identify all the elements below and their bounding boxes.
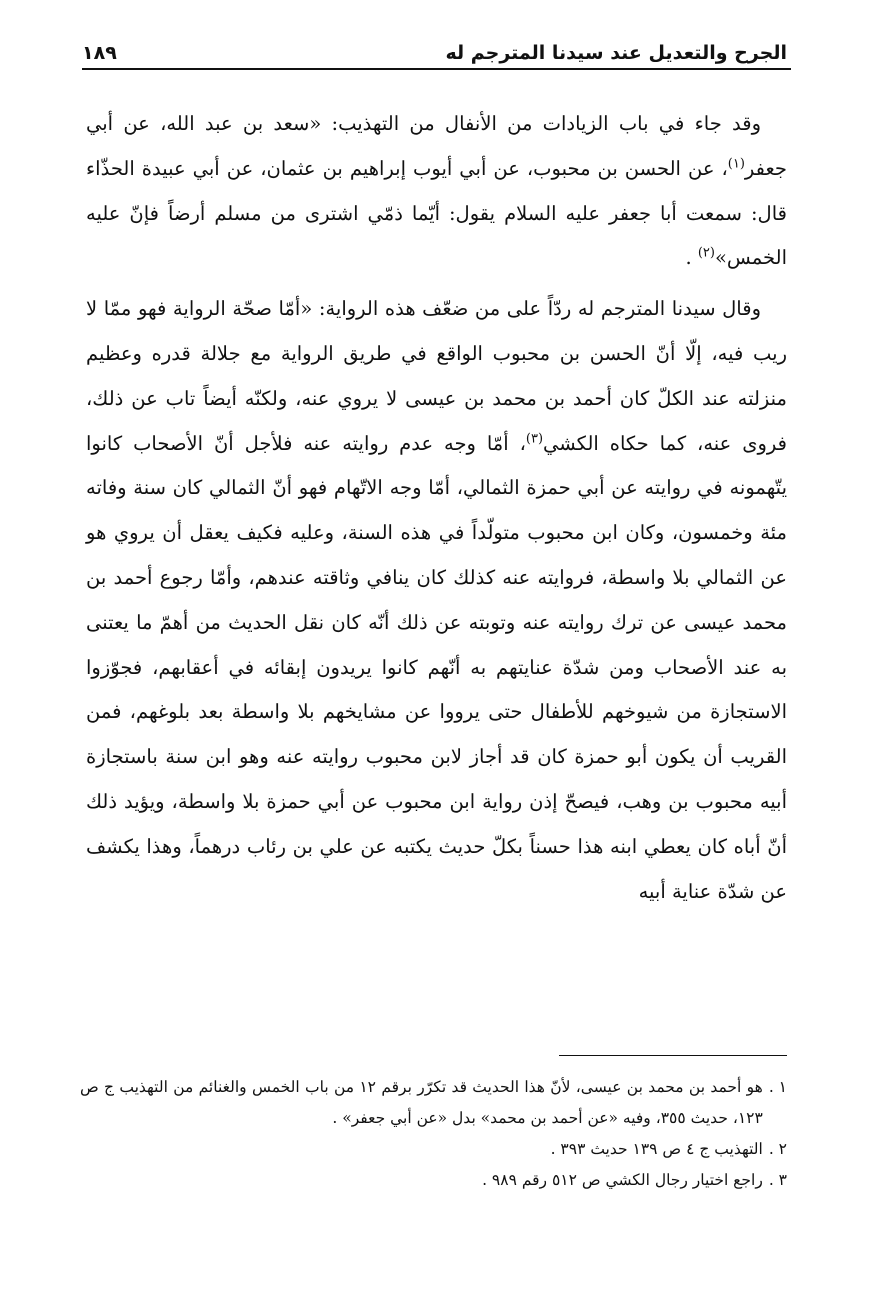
page-number: ١٨٩ (82, 42, 117, 64)
footnote-reference: (٣) (525, 431, 544, 447)
footnote-text: هو أحمد بن محمد بن عيسى، لأنّ هذا الحديث قد تكرّر برقم ١٢ من باب الخمس والغنائم من التهذيب ج ص ١٢٣، حديث ٣٥٥، وفيه «عن أحمد بن محمد» بدل «عن أبي جعفر» . (80, 1078, 763, 1127)
footnote (80, 1165, 787, 1196)
footnote-text: راجع اختيار رجال الكشي ص ٥١٢ رقم ٩٨٩ . (482, 1171, 763, 1189)
footnote-separator (559, 1055, 787, 1056)
paragraph-text: وقد جاء في باب الزيادات من الأنفال من التهذيب: «سعد بن عبد الله، عن أبي جعفر (86, 112, 787, 180)
main-text (86, 102, 787, 914)
paragraph-text: ، أمّا وجه عدم روايته عنه فلأجل أنّ الأصحاب كانوا يتّهمونه في روايته عن أبي حمزة الثمالي، أمّا وجه الاتّهام فهو أنّ الثمالي كان سنة وفاته مئة وخمسون، وكان ابن محبوب متولّداً في هذه السنة، وعليه فكيف يعقل أن يروي هو عن الثمالي بلا واسطة، فروايته عنه كذلك كان ينافي وثاقته عندهم، وأمّا رجوع أحمد بن محمد عيسى عن ترك روايته عنه وتوبته عن ذلك أنّه كان نقل الحديث من أهمّ ما يعتنى به عند الأصحاب ومن شدّة عنايتهم به أنّهم كانوا يريدون إبقائه في أعقابهم، فجوّزوا الاستجازة من شيوخهم للأطفال حتى يرووا عن مشايخهم بلا واسطة بعد بلوغهم، فمن القريب أن يكون أبو حمزة كان قد أجاز لابن محبوب روايته عنه وهو ابن سنة باستجازة أبيه محبوب بن وهب، فيصحّ إذن رواية ابن محبوب عن أبي حمزة بلا واسطة، ويؤيد ذلك أنّ أباه كان يعطي ابنه هذا حسناً بكلّ حديث يكتبه عن علي بن رئاب درهماً، وهذا يكشف عن شدّة عناية أبيه (86, 431, 787, 903)
footnote (80, 1134, 787, 1165)
running-head (82, 34, 787, 64)
footnote-reference: (١) (727, 156, 745, 172)
paragraph-text: وقال سيدنا المترجم له ردّاً على من ضعّف هذه الرواية: «أمّا صحّة الرواية فهو ممّا لا ريب فيه، إلّا أنّ الحسن بن محبوب الواقع في طريق الرواية مع جلالة قدره وعظيم منزلته عند الكلّ كان أحمد بن محمد بن عيسى لا يروي عنه، ولكنّه أيضاً تاب عن ذلك، فروى عنه، كما حكاه الكشي (86, 297, 787, 455)
paragraph-text: ، عن الحسن بن محبوب، عن أبي أيوب إبراهيم بن عثمان، عن أبي عبيدة الحذّاء قال: سمعت أبا جعفر عليه السلام يقول: أيّما ذمّي اشترى من مسلم أرضاً فإنّ عليه الخمس» (86, 156, 787, 270)
footnote-number: ٢ . (768, 1140, 787, 1158)
header-rule (82, 68, 791, 70)
footnote-number: ٣ . (768, 1171, 787, 1189)
footnotes (80, 1072, 787, 1196)
footnote-reference: (٢) (697, 245, 715, 261)
paragraph (86, 287, 787, 914)
footnote-text: التهذيب ج ٤ ص ١٣٩ حديث ٣٩٣ . (550, 1140, 763, 1158)
running-head-title: الجرح والتعديل عند سيدنا المترجم له (445, 42, 787, 64)
paragraph-text: . (685, 246, 698, 270)
paragraph (86, 102, 787, 281)
footnote-number: ١ . (768, 1078, 787, 1096)
footnote (80, 1072, 787, 1134)
